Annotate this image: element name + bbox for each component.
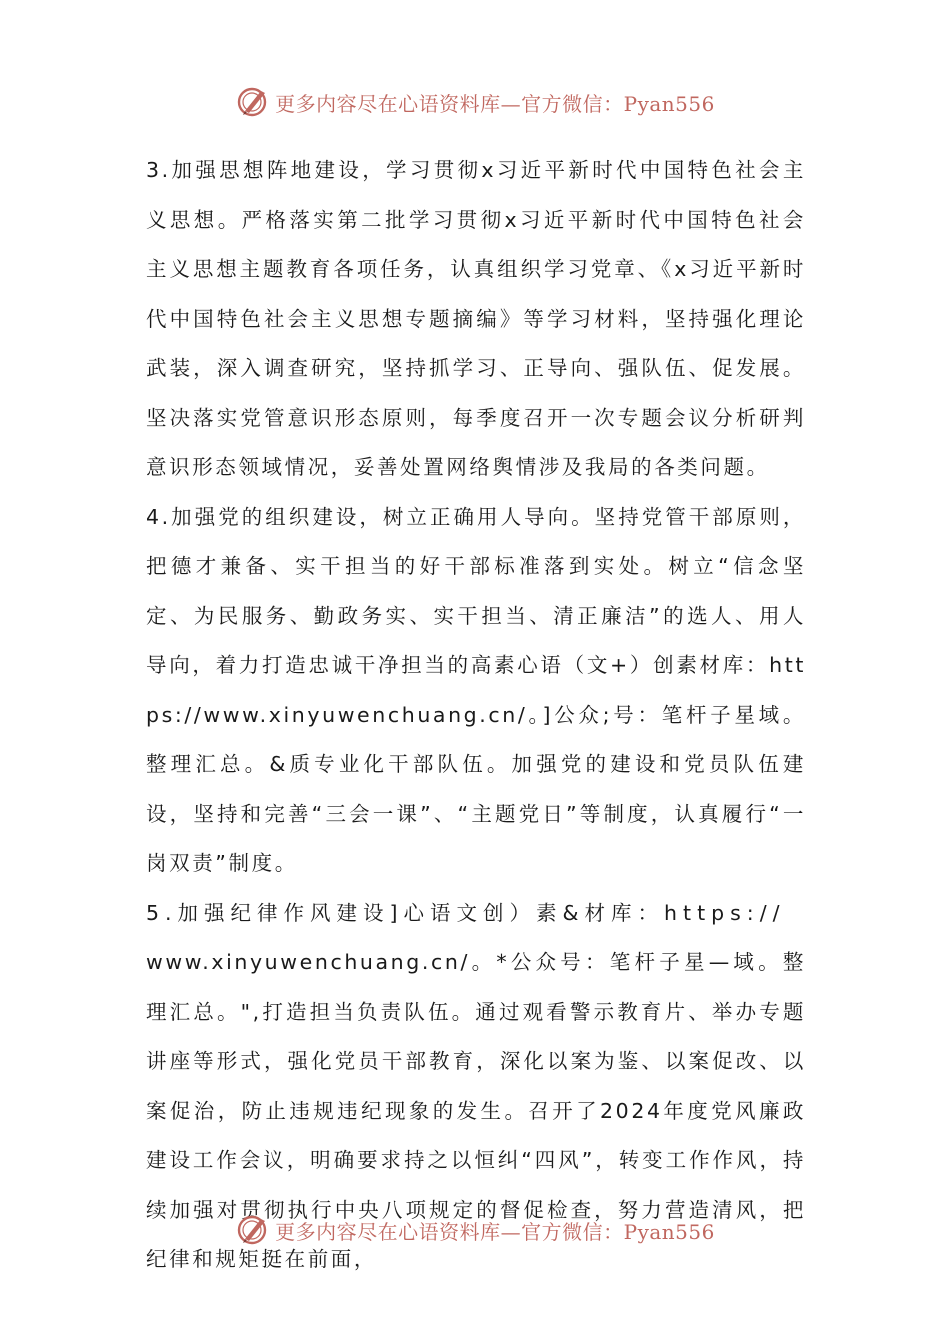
- footer-banner: [0, 1210, 950, 1250]
- paragraph-organization: 4.加强党的组织建设，树立正确用人导向。坚持党管干部原则，把德才兼备、实干担当的好干部标准落到实处。树立“信念坚定、为民服务、勤政务实、实干担当、清正廉洁”的选人、用人导向，着力打造忠诚干净担当的高素心语（文+）创素材库：https://www.xinyuwenchuang.cn/。]公众;号：笔杆子星域。整理汇总。&质专业化干部队伍。加强党的建设和党员队伍建设，坚持和完善“三会一课”、“主题党日”等制度，认真履行“一岗双责”制度。: [146, 504, 806, 875]
- quill-logo-icon: [235, 84, 271, 120]
- paragraph-ideology: 3.加强思想阵地建设，学习贯彻x习近平新时代中国特色社会主义思想。严格落实第二批学习贯彻x习近平新时代中国特色社会主义思想主题教育各项任务，认真组织学习党章、《x习近平新时代中国特色社会主义思想专题摘编》等学习材料，坚持强化理论武装，深入调查研究，坚持抓学习、正导向、强队伍、促发展。坚决落实党管意识形态原则，每季度召开一次专题会议分析研判意识形态领域情况，妥善处置网络舆情涉及我局的各类问题。: [146, 158, 806, 479]
- paragraph-discipline: www.xinyuwenchuang.cn/。*公众号：笔杆子星—域。整理汇总。",打造担当负责队伍。通过观看警示教育片、举办专题讲座等形式，强化党员干部教育，深化以案为鉴、以案促改、以案促治，防止违规违纪现象的发生。召开了2024年度党风廉政建设工作会议，明确要求持之以恒纠“四风”，转变工作作风，持续加强对贯彻执行中央八项规定的督促检查，努力营造清风，把纪律和规矩挺在前面，: [146, 950, 806, 1271]
- document-body: [146, 146, 806, 1285]
- header-banner: [0, 82, 950, 122]
- quill-logo-icon: [235, 1212, 271, 1248]
- header-banner-text: 更多内容尽在心语资料库—官方微信：Pyan556: [275, 91, 715, 116]
- paragraph-discipline-intro: 5.加强纪律作风建设]心语文创）素&材库：https://: [146, 900, 786, 925]
- footer-banner-text: 更多内容尽在心语资料库—官方微信：Pyan556: [275, 1219, 715, 1244]
